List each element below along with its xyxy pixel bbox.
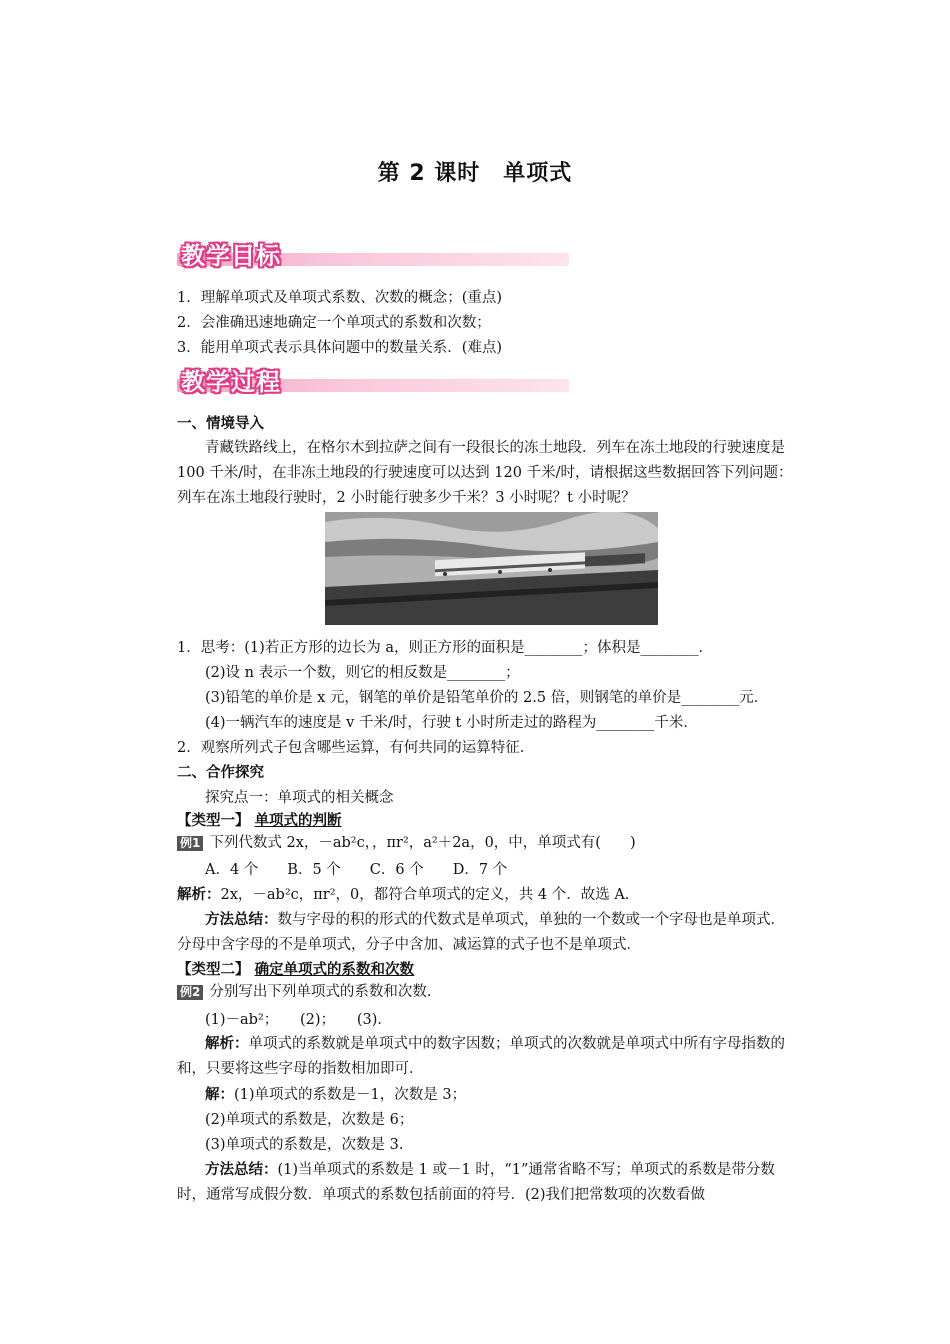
process-banner-label: 教学过程 [181,368,281,396]
method-summary-2 [177,1158,799,1208]
type1-heading [177,811,342,831]
summary-label: 方法总结： [205,1162,278,1178]
solution-1-text: (1)单项式的系数是－1，次数是 3； [234,1087,467,1103]
type1-tag: 【类型一】 [177,813,250,829]
train-photo-drawing [325,512,658,625]
explore-heading: 二、合作探究 [177,765,264,781]
example-1-options: A．4 个 B．5 个 C．6 个 D．7 个 [205,862,508,878]
example-2-text: 分别写出下列单项式的系数和次数． [209,984,442,1000]
solution-3: (3)单项式的系数是，次数是 3. [205,1137,404,1153]
analysis-label: 解析： [205,1036,249,1052]
goals-banner [177,236,569,270]
train-photo [325,512,658,625]
example-2-badge: 例2 [177,985,203,1000]
think-q5: 2．观察所列式子包含哪些运算，有何共同的运算特征． [177,740,535,756]
summary-text: 数与字母的积的形式的代数式是单项式，单独的一个数或一个字母也是单项式．分母中含字母的不是单项式，分子中含加、减运算的式子也不是单项式． [177,912,785,953]
goal-item-2: 2．会准确迅速地确定一个单项式的系数和次数； [177,315,491,331]
process-banner [177,362,569,396]
type2-heading [177,960,414,980]
intro-heading: 一、情境导入 [177,416,264,432]
analysis-text: 2x，－ab²c，πr²，0，都符合单项式的定义，共 4 个．故选 A. [220,887,630,903]
intro-paragraph: 青藏铁路线上，在格尔木到拉萨之间有一段很长的冻土地段．列车在冻土地段的行驶速度是 100 千米/时，在非冻土地段的行驶速度可以达到 120 千米/时，请根据这些数据回答下列问题：列车在冻土地段行驶时，2 小时能行驶多少千米？3 小时呢？t 小时呢？ [177,440,793,506]
type2-tag: 【类型二】 [177,962,250,978]
example-2-analysis [177,1032,799,1082]
type2-title: 确定单项式的系数和次数 [254,962,415,978]
example-1 [177,833,636,853]
think-q2: (2)设 n 表示一个数，则它的相反数是________； [205,665,520,681]
type1-title: 单项式的判断 [254,813,342,829]
analysis-text: 单项式的系数就是单项式中的数字因数；单项式的次数就是单项式中所有字母指数的和，只要将这些字母的指数相加即可． [177,1036,785,1077]
summary-label: 方法总结： [205,912,278,928]
method-summary-1 [177,908,799,958]
solution-label: 解： [205,1087,234,1103]
example-1-badge: 例1 [177,836,203,851]
goals-banner-label: 教学目标 [181,242,281,270]
page-title: 第 2 课时 单项式 [377,161,573,186]
think-q1: 1．思考：(1)若正方形的边长为 a，则正方形的面积是________；体积是________． [177,640,714,656]
solution-1 [177,1085,466,1105]
example-1-text: 下列代数式 2x，－ab²c，，πr²，a²＋2a，0，中，单项式有( ) [209,835,636,851]
goal-item-3: 3．能用单项式表示具体问题中的数量关系．(难点) [177,340,503,356]
example-2-items: (1)－ab²； (2)； (3)． [205,1012,392,1028]
solution-2: (2)单项式的系数是，次数是 6； [205,1112,414,1128]
analysis-label: 解析： [177,887,221,903]
example-1-analysis [177,885,629,905]
example-2 [177,982,441,1002]
explore-point-1: 探究点一：单项式的相关概念 [205,790,394,806]
think-q3: (3)铅笔的单价是 x 元，钢笔的单价是铅笔单价的 2.5 倍，则钢笔的单价是________元． [205,690,769,706]
goal-item-1: 1．理解单项式及单项式系数、次数的概念；(重点) [177,290,503,306]
think-q4: (4)一辆汽车的速度是 v 千米/时，行驶 t 小时所走过的路程为________千米． [205,715,698,731]
summary-text: (1)当单项式的系数是 1 或－1 时，“1”通常省略不写；单项式的系数是带分数时，通常写成假分数．单项式的系数包括前面的符号．(2)我们把常数项的次数看做 [177,1162,775,1203]
